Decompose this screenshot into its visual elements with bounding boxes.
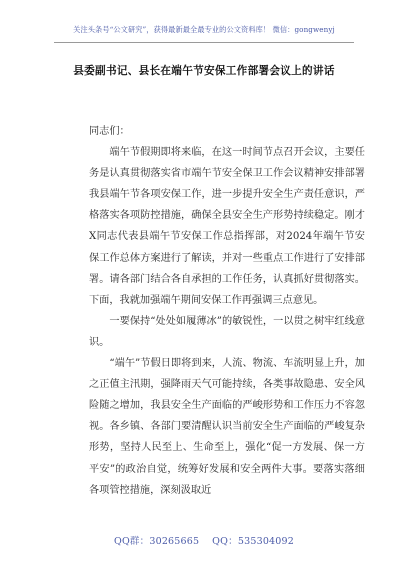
paragraph: “端午”节假日即将到来，人流、物流、车流明显上升，加之正值主汛期，强降雨天气可能持续，各类事故隐患、安全风险随之增加，我县安全生产面临的严峻形势和工作压力不容忽视。各乡镇、各部门要清醒认识当前安全生产面临的严峻复杂形势，坚持人民至上、生命至上，强化“促一方发展、保一方平安”的政治自觉，统筹好发展和安全两件大事。要落实落细各项管控措施，深刻汲取近 xyxy=(89,358,365,496)
header-divider xyxy=(54,42,354,43)
document-title: 县委副书记、县长在端午节安保工作部署会议上的讲话 xyxy=(73,65,335,77)
document-body xyxy=(89,121,365,501)
salutation: 同志们： xyxy=(89,126,130,137)
section-heading: 一要保持“处处如履薄冰”的敏锐性，一以贯之树牢红线意识。 xyxy=(89,315,365,348)
paragraph: 端午节假期即将来临，在这一时间节点召开会议，主要任务是认真贯彻落实省市端午节安全保卫工作会议精神安排部署我县端午节各项安保工作，进一步提升安全生产责任意识，严格落实各项防控措施，确保全县安全生产形势持续稳定。刚才X同志代表县端午节安保工作总指挥部，对2024年端午节安保工作总体方案进行了解读，并对一些重点工作进行了安排部署。请各部门结合各自承担的工作任务，认真抓好贯彻落实。下面，我就加强端午期间安保工作再强调三点意见。 xyxy=(89,147,365,306)
header-note: 关注头条号“公文研究”，获得最新最全最专业的公文资料库！ 微信：gongwenyj xyxy=(73,25,335,34)
footer-contact: QQ群：30265665 QQ：535304092 xyxy=(113,536,295,547)
